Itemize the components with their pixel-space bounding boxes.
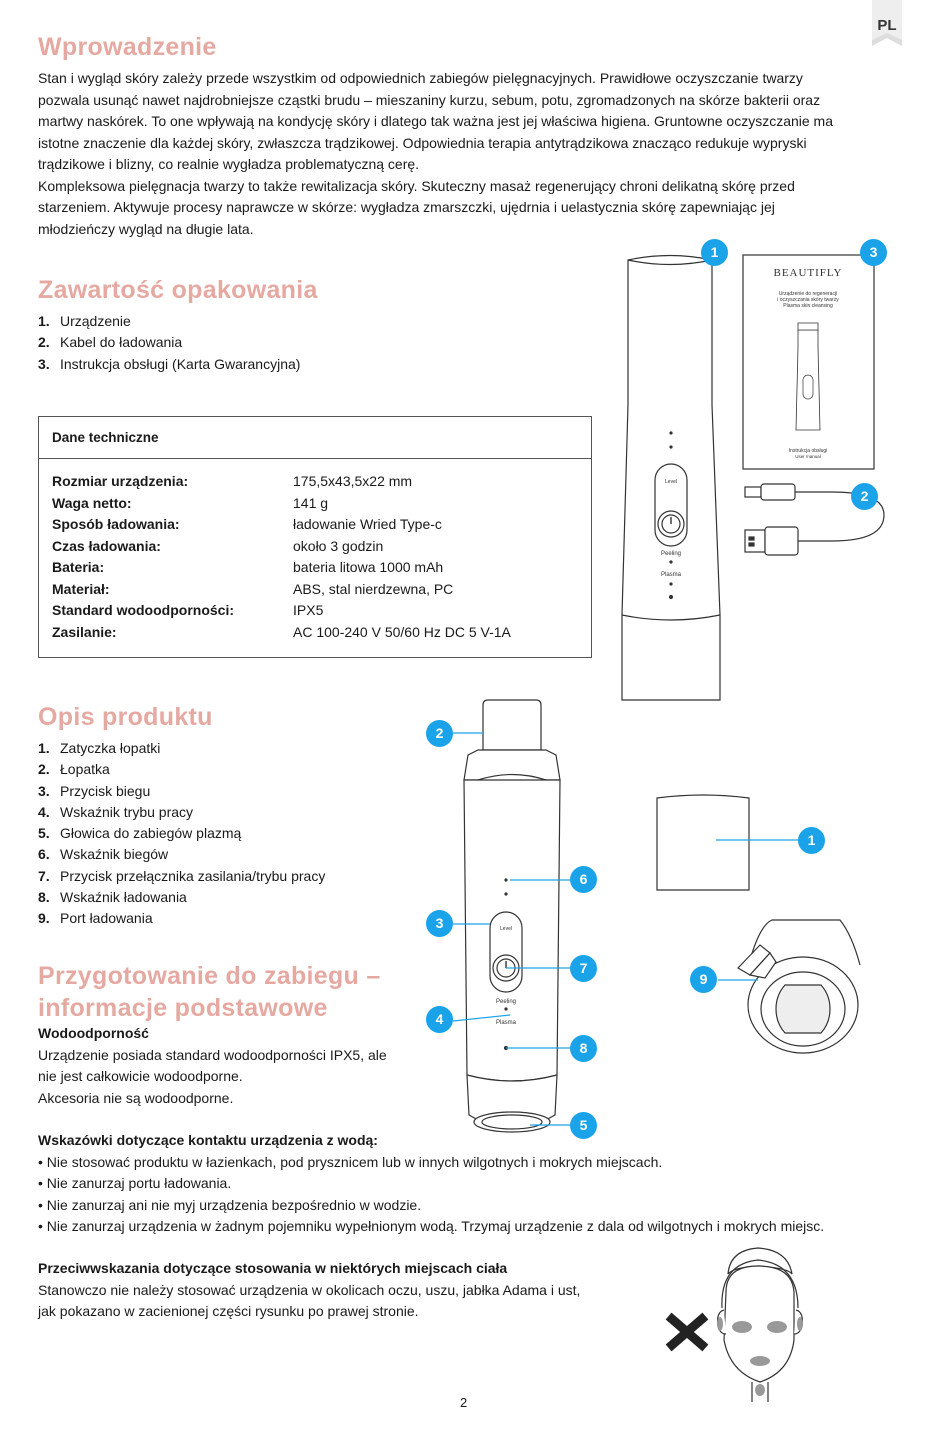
contra-line: Stanowczo nie należy stosować urządzenia w okolicach oczu, uszu, jabłka Adama i ust,	[38, 1282, 581, 1298]
list-item: 5. Głowica do zabiegów plazmą	[38, 825, 242, 842]
product-list	[38, 738, 325, 930]
tip-item: • Nie zanurzaj portu ładowania.	[38, 1175, 232, 1191]
svg-text:User manual: User manual	[795, 454, 821, 459]
intro-line: starzeniem. Aktywuje procesy naprawcze w skórze: wygładza zmarszczki, ujędrnia i uelastycznia skórę zapewniając jej	[38, 199, 775, 215]
tech-table	[38, 416, 592, 658]
intro-line: trądzikowe i blizny, co realnie wygładza problematyczną cerę.	[38, 156, 420, 172]
callout-badge: 4	[426, 1006, 453, 1033]
intro-line: martwy naskórek. To one wpływają na kondycję skóry i dlatego tak ważna jest jej właściwa higiena. Gruntowne oczyszczanie ma	[38, 113, 834, 129]
svg-text:Urządzenie do regeneracji: Urządzenie do regeneracji	[778, 291, 838, 297]
tech-row: Sposób ładowania: ładowanie Wried Type-c	[52, 516, 442, 532]
callout-badge: 6	[570, 866, 597, 893]
list-item: 9. Port ładowania	[38, 910, 153, 927]
callout-badge: 9	[690, 966, 717, 993]
prep-title-line1: Przygotowanie do zabiegu –	[38, 962, 381, 990]
contra-line: jak pokazano w zacienionej części rysunku po prawej stronie.	[38, 1303, 419, 1319]
intro-line: Stan i wygląd skóry zależy przede wszystkim od odpowiednich zabiegów pielęgnacyjnych. Prawidłowe oczyszczanie twarzy	[38, 70, 803, 86]
product-title: Opis produktu	[38, 703, 213, 731]
charging-port-icon	[738, 920, 860, 1053]
tech-row: Bateria: bateria litowa 1000 mAh	[52, 559, 444, 575]
contra-title: Przeciwwskazania dotyczące stosowania w niektórych miejscach ciała	[38, 1260, 508, 1276]
intro-line: Kompleksowa pielęgnacja twarzy to także rewitalizacja skóry. Skuteczny masaż regenerujący chroni delikatną skórę przed	[38, 177, 795, 194]
callout-badge: 7	[570, 955, 597, 982]
cross-icon	[672, 1319, 702, 1345]
intro-text	[38, 68, 898, 240]
manual-box-icon	[743, 255, 874, 469]
list-item: 7. Przycisk przełącznika zasilania/trybu pracy	[38, 867, 326, 884]
tip-item: • Nie stosować produktu w łazienkach, pod prysznicem lub w innych wilgotnych i mokrych miejscach.	[38, 1154, 663, 1170]
device-diagram-icon	[464, 700, 560, 1132]
tech-row: Waga netto: 141 g	[52, 494, 329, 511]
list-item: 1. Urządzenie	[38, 313, 131, 329]
callout-badge: 5	[570, 1112, 597, 1139]
product-diagram	[420, 695, 900, 1140]
device-level-label: Level	[665, 479, 677, 485]
face-icon	[718, 1248, 803, 1402]
tech-row: Czas ładowania: około 3 godzin	[52, 537, 384, 554]
list-item: 8. Wskaźnik ładowania	[38, 889, 187, 906]
callout-badge: 3	[426, 910, 453, 937]
language-tag-text: PL	[877, 17, 897, 34]
intro-line: pozwala usunąć nawet najdrobniejsze cząstki brudu – mieszaniny kurzu, sebum, potu, zgromadzonych na skórze bakterii oraz	[38, 91, 821, 108]
tech-row: Rozmiar urządzenia: 175,5x43,5x22 mm	[52, 473, 413, 489]
tip-item: • Nie zanurzaj ani nie myj urządzenia bezpośrednio w wodzie.	[38, 1197, 422, 1213]
callout-badge: 2	[851, 483, 878, 510]
tech-row: Materiał: ABS, stal nierdzewna, PC	[52, 580, 454, 597]
tech-row: Standard wodoodporności: IPX5	[52, 602, 324, 618]
package-list	[38, 311, 300, 375]
callout-badge: 2	[426, 720, 453, 747]
water-title: Wodoodporność	[38, 1025, 149, 1041]
device-icon	[622, 256, 720, 701]
tech-row: Zasilanie: AC 100-240 V 50/60 Hz DC 5 V-1A	[52, 623, 511, 640]
callout-badge: 1	[798, 827, 825, 854]
callout-badge: 1	[701, 239, 728, 266]
cap-icon	[657, 795, 749, 890]
list-item: 1. Zatyczka łopatki	[38, 740, 161, 756]
list-item: 4. Wskaźnik trybu pracy	[38, 803, 194, 820]
svg-text:Peeling: Peeling	[495, 999, 517, 1005]
face-illustration	[660, 1242, 810, 1402]
prep-title-line2: informacje podstawowe	[38, 994, 328, 1022]
callout-badge: 8	[570, 1035, 597, 1062]
language-tag	[872, 0, 902, 46]
list-item: 2. Łopatka	[38, 761, 110, 778]
list-item: 6. Wskaźnik biegów	[38, 846, 169, 863]
svg-text:BEAUTIFLY: BEAUTIFLY	[773, 267, 843, 279]
water-line: Urządzenie posiada standard wodoodporności IPX5, ale	[38, 1047, 387, 1063]
tech-title: Dane techniczne	[39, 417, 591, 459]
list-item: 2. Kabel do ładowania	[38, 334, 183, 351]
svg-text:Plasma: Plasma	[495, 1020, 517, 1026]
tips-title: Wskazówki dotyczące kontaktu urządzenia z wodą:	[38, 1132, 378, 1148]
callout-badge: 3	[860, 239, 887, 266]
tip-item: • Nie zanurzaj urządzenia w żadnym pojemniku wypełnionym wodą. Trzymaj urządzenie z dala od wilgotnych i mokrych miejsc.	[38, 1218, 825, 1234]
list-item: 3. Przycisk biegu	[38, 782, 151, 799]
page-number: 2	[460, 1395, 468, 1410]
svg-text:Level: Level	[500, 926, 512, 932]
device-plasma-label: Plasma	[660, 572, 682, 578]
package-title: Zawartość opakowania	[38, 276, 318, 304]
svg-text:i oczyszczania skóry twarzy: i oczyszczania skóry twarzy	[777, 297, 839, 303]
water-line: Akcesoria nie są wodoodporne.	[38, 1090, 234, 1106]
svg-text:Instrukcja obsługi: Instrukcja obsługi	[788, 448, 828, 454]
intro-line: młodzieńczy wygląd na długie lata.	[38, 220, 254, 237]
intro-line: istotne znaczenie dla każdej skóry, zwłaszcza trądzikowej. Odpowiednia terapia antytrądzikowa znacząco redukuje wypryski	[38, 134, 807, 151]
device-peeling-label: Peeling	[660, 551, 682, 557]
intro-title: Wprowadzenie	[38, 33, 217, 61]
svg-text:Plasma skin cleansing: Plasma skin cleansing	[783, 303, 833, 309]
water-line: nie jest całkowicie wodoodporne.	[38, 1068, 243, 1084]
list-item: 3. Instrukcja obsługi (Karta Gwarancyjna)	[38, 355, 301, 372]
package-illustration	[600, 235, 900, 710]
